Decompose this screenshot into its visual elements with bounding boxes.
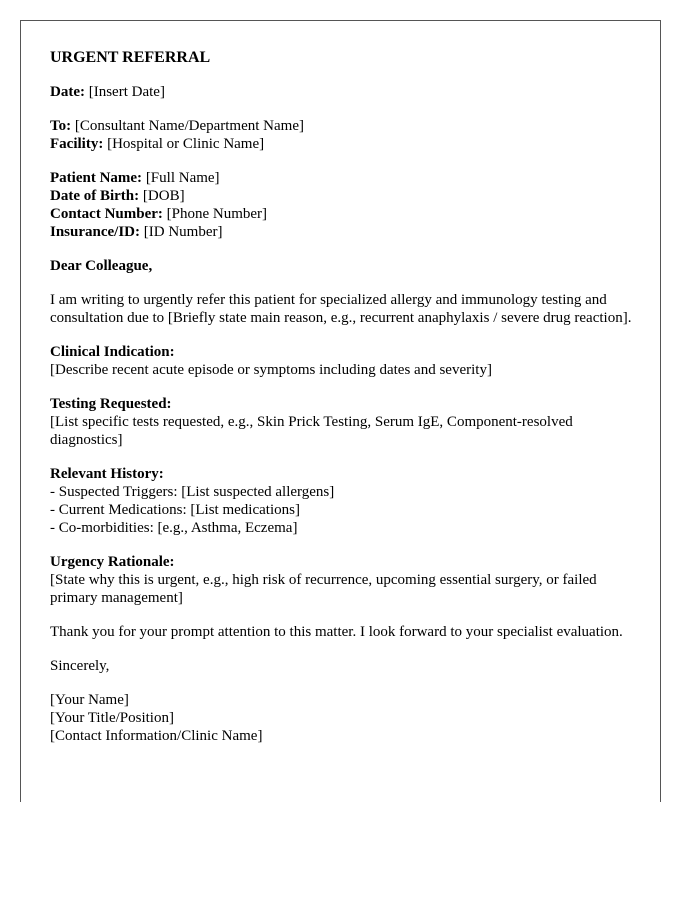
signature-name: [Your Name] [50,692,129,708]
date-value: [Insert Date] [84,84,165,100]
history-item-triggers: - Suspected Triggers: [List suspected allergens] [50,484,335,500]
date-line [50,83,640,101]
clinical-indication-heading: Clinical Indication: [50,344,175,360]
facility-line [50,135,640,153]
intro-paragraph: I am writing to urgently refer this patient for specialized allergy and immunology testing and consultation due to [Briefly state main reason, e.g., recurrent anaphylaxis / severe drug reaction]. [50,292,632,326]
insurance-line [50,223,640,241]
contact-value: [Phone Number] [162,206,268,222]
signature-block [50,691,640,745]
testing-requested-section [50,395,640,449]
signature-contact: [Contact Information/Clinic Name] [50,728,263,744]
patient-name-label: Patient Name: [50,170,143,186]
urgency-rationale-heading: Urgency Rationale: [50,554,175,570]
testing-requested-heading: Testing Requested: [50,396,172,412]
urgency-rationale-section [50,553,640,607]
history-item-comorbidities: - Co-morbidities: [e.g., Asthma, Eczema] [50,520,298,536]
salutation-text: Dear Colleague, [50,258,153,274]
to-label: To: [50,118,72,134]
contact-line [50,205,640,223]
to-value: [Consultant Name/Department Name] [71,118,304,134]
insurance-label: Insurance/ID: [50,224,141,240]
patient-name-line [50,169,640,187]
letter-page [20,20,661,802]
patient-name-value: [Full Name] [142,170,220,186]
testing-requested-text: [List specific tests requested, e.g., Skin Prick Testing, Serum IgE, Component-resolved diagnostics] [50,414,573,448]
letter-content [50,49,640,761]
letter-title: URGENT REFERRAL [50,49,211,66]
recipient-block [50,117,640,153]
relevant-history-section [50,465,640,537]
contact-label: Contact Number: [50,206,163,222]
signature-title: [Your Title/Position] [50,710,174,726]
facility-label: Facility: [50,136,104,152]
dob-value: [DOB] [139,188,185,204]
patient-block [50,169,640,241]
relevant-history-heading: Relevant History: [50,466,164,482]
dob-line [50,187,640,205]
date-block [50,83,640,101]
insurance-value: [ID Number] [140,224,223,240]
clinical-indication-section [50,343,640,379]
sign-off: Sincerely, [50,658,110,674]
date-label: Date: [50,84,85,100]
salutation [50,257,640,275]
urgency-rationale-text: [State why this is urgent, e.g., high risk of recurrence, upcoming essential surgery, or failed primary management] [50,572,597,606]
history-item-medications: - Current Medications: [List medications] [50,502,300,518]
closing-paragraph: Thank you for your prompt attention to this matter. I look forward to your specialist evaluation. [50,624,623,640]
to-line [50,117,640,135]
facility-value: [Hospital or Clinic Name] [103,136,265,152]
clinical-indication-text: [Describe recent acute episode or symptoms including dates and severity] [50,362,492,378]
dob-label: Date of Birth: [50,188,140,204]
